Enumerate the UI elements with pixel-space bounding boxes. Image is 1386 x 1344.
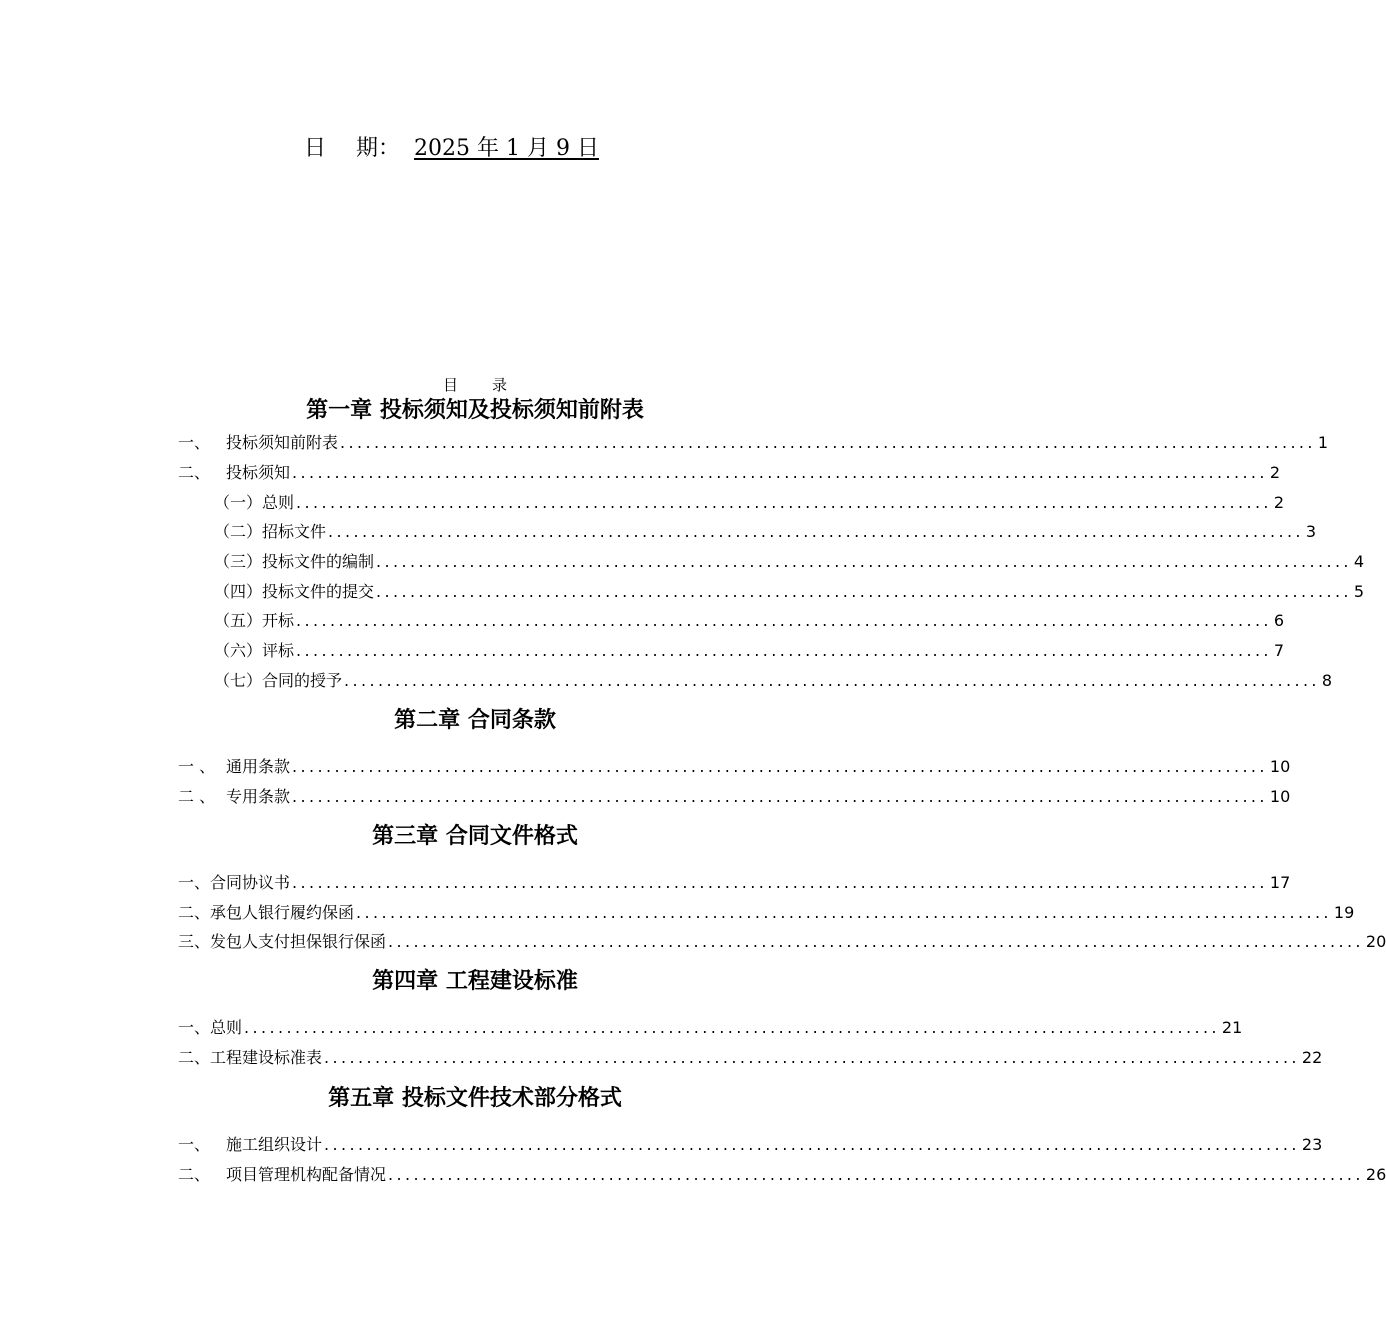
entry-page-number: 10 <box>1269 787 1291 806</box>
entry-page-number: 22 <box>1301 1048 1323 1067</box>
entry-text: 总则 <box>210 1018 243 1037</box>
entry-number: 一、 <box>178 873 211 892</box>
dot-leader: ................................................................................................................... <box>292 463 1268 482</box>
toc-entry[interactable] <box>214 638 1285 662</box>
entry-number: 三、 <box>178 932 211 951</box>
chapter-3-title[interactable]: 第三章 合同文件格式 <box>372 824 578 849</box>
entry-text: 招标文件 <box>262 522 327 541</box>
dot-leader: ................................................................................................................... <box>324 1135 1300 1154</box>
entry-page-number: 17 <box>1269 873 1291 892</box>
toc-entry[interactable] <box>178 870 1291 894</box>
entry-number: 一、 <box>178 1018 211 1037</box>
toc-entry[interactable] <box>214 549 1365 573</box>
entry-number: （二） <box>214 522 263 541</box>
dot-leader: ................................................................................................................... <box>324 1048 1300 1067</box>
dot-leader: ................................................................................................................... <box>388 1165 1364 1184</box>
entry-page-number: 2 <box>1273 493 1285 512</box>
toc-title-char-2: 录 <box>492 376 508 394</box>
toc-entry[interactable] <box>214 490 1285 514</box>
toc-entry[interactable] <box>178 1045 1323 1069</box>
toc-entry[interactable] <box>178 784 1291 808</box>
entry-text: 投标须知前附表 <box>226 433 339 452</box>
entry-number: 二 、 <box>178 787 216 806</box>
entry-number: 二、 <box>178 1165 211 1184</box>
toc-entry[interactable] <box>178 1132 1323 1156</box>
entry-text: 投标须知 <box>226 463 291 482</box>
toc-entry[interactable] <box>178 900 1355 924</box>
toc-entry[interactable] <box>178 754 1291 778</box>
date-line <box>304 132 599 166</box>
entry-number: （三） <box>214 552 263 571</box>
dot-leader: ................................................................................................................... <box>376 582 1352 601</box>
entry-number: （六） <box>214 641 263 660</box>
entry-text: 通用条款 <box>226 757 291 776</box>
date-value: 2025 年 1 月 9 日 <box>414 136 599 161</box>
dot-leader: ................................................................................................................... <box>292 787 1268 806</box>
entry-text: 投标文件的提交 <box>262 582 375 601</box>
dot-leader: ................................................................................................................... <box>244 1018 1220 1037</box>
chapter-1-title[interactable]: 第一章 投标须知及投标须知前附表 <box>306 398 644 423</box>
entry-text: 总则 <box>262 493 295 512</box>
entry-page-number: 4 <box>1353 552 1365 571</box>
toc-entry[interactable] <box>178 430 1329 454</box>
dot-leader: ................................................................................................................... <box>356 903 1332 922</box>
dot-leader: ................................................................................................................... <box>292 757 1268 776</box>
entry-page-number: 19 <box>1333 903 1355 922</box>
entry-text: 合同的授予 <box>262 671 343 690</box>
entry-number: （一） <box>214 493 263 512</box>
entry-text: 发包人支付担保银行保函 <box>210 932 387 951</box>
chapter-2-title[interactable]: 第二章 合同条款 <box>394 708 556 733</box>
toc-entry[interactable] <box>214 519 1317 543</box>
entry-page-number: 21 <box>1221 1018 1243 1037</box>
dot-leader: ................................................................................................................... <box>296 493 1272 512</box>
entry-page-number: 26 <box>1365 1165 1386 1184</box>
entry-number: （五） <box>214 611 263 630</box>
entry-number: 二、 <box>178 1048 211 1067</box>
entry-number: （七） <box>214 671 263 690</box>
toc-title-char-1: 目 <box>442 376 458 394</box>
entry-number: （四） <box>214 582 263 601</box>
entry-number: 二、 <box>178 463 211 482</box>
date-label-char-1: 日 <box>304 136 327 161</box>
entry-text: 开标 <box>262 611 295 630</box>
toc-entry[interactable] <box>214 608 1285 632</box>
entry-number: 二、 <box>178 903 211 922</box>
dot-leader: ................................................................................................................... <box>296 611 1272 630</box>
toc-entry[interactable] <box>214 579 1365 603</box>
entry-text: 合同协议书 <box>210 873 291 892</box>
entry-number: 一、 <box>178 433 211 452</box>
entry-page-number: 1 <box>1317 433 1329 452</box>
entry-page-number: 2 <box>1269 463 1281 482</box>
toc-entry[interactable] <box>178 929 1386 953</box>
entry-text: 投标文件的编制 <box>262 552 375 571</box>
chapter-4-title[interactable]: 第四章 工程建设标准 <box>372 969 578 994</box>
dot-leader: ................................................................................................................... <box>340 433 1316 452</box>
entry-text: 专用条款 <box>226 787 291 806</box>
dot-leader: ................................................................................................................... <box>388 932 1364 951</box>
entry-page-number: 5 <box>1353 582 1365 601</box>
entry-page-number: 7 <box>1273 641 1285 660</box>
entry-text: 评标 <box>262 641 295 660</box>
toc-entry[interactable] <box>178 460 1281 484</box>
entry-page-number: 10 <box>1269 757 1291 776</box>
entry-text: 承包人银行履约保函 <box>210 903 355 922</box>
entry-text: 项目管理机构配备情况 <box>226 1165 387 1184</box>
entry-page-number: 6 <box>1273 611 1285 630</box>
entry-number: 一 、 <box>178 757 216 776</box>
dot-leader: ................................................................................................................... <box>328 522 1304 541</box>
dot-leader: ................................................................................................................... <box>292 873 1268 892</box>
toc-entry[interactable] <box>178 1162 1386 1186</box>
toc-entry[interactable] <box>214 668 1333 692</box>
entry-text: 施工组织设计 <box>226 1135 323 1154</box>
toc-entry[interactable] <box>178 1015 1243 1039</box>
entry-page-number: 8 <box>1321 671 1333 690</box>
chapter-5-title[interactable]: 第五章 投标文件技术部分格式 <box>328 1086 622 1111</box>
entry-text: 工程建设标准表 <box>210 1048 323 1067</box>
date-label-char-2: 期： <box>356 136 401 161</box>
entry-number: 一、 <box>178 1135 211 1154</box>
dot-leader: ................................................................................................................... <box>376 552 1352 571</box>
entry-page-number: 20 <box>1365 932 1386 951</box>
dot-leader: ................................................................................................................... <box>344 671 1320 690</box>
dot-leader: ................................................................................................................... <box>296 641 1272 660</box>
toc-title <box>0 374 950 396</box>
entry-page-number: 23 <box>1301 1135 1323 1154</box>
entry-page-number: 3 <box>1305 522 1317 541</box>
